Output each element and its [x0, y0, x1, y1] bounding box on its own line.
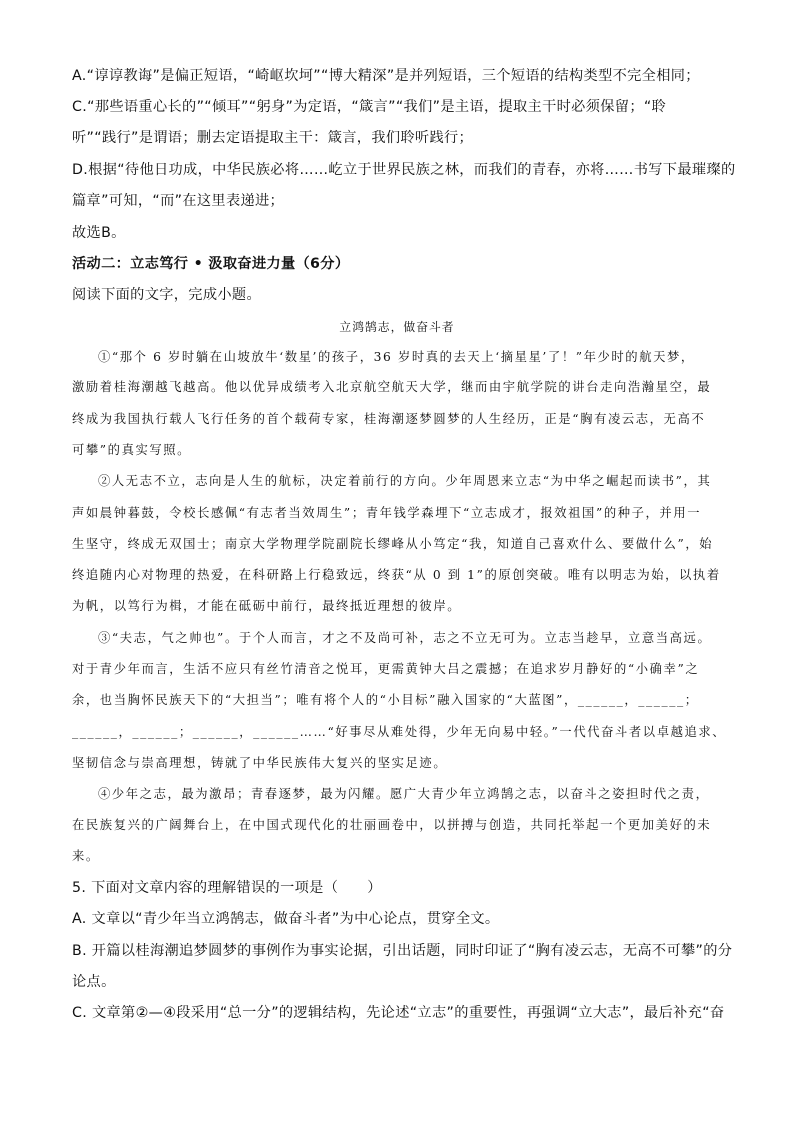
article-line: ④少年之志，最为激昂；青春逐梦，最为闪耀。愿广大青少年立鸿鹄之志，以奋斗之姿担时代之责， — [98, 787, 710, 801]
q4-answer: 故选B。 — [72, 225, 126, 241]
question-5-option-b-line2: 论点。 — [72, 974, 116, 990]
q4-option-d-analysis-line1: D.根据“待他日功成，中华民族必将……屹立于世界民族之林，而我们的青春，亦将……书写下最璀璨的 — [72, 162, 736, 178]
q4-option-c-analysis-line2: 听”“践行”是谓语；删去定语提取主干：箴言，我们聆听践行； — [72, 130, 474, 146]
question-5-stem: 5. 下面对文章内容的理解错误的一项是（ ） — [72, 880, 382, 896]
question-5-option-a: A. 文章以“青少年当立鸿鹄志，做奋斗者”为中心论点，贯穿全文。 — [72, 911, 500, 927]
article-line: 声如晨钟暮鼓，令校长感佩“有志者当效周生”；青年钱学森埋下“立志成才，报效祖国”的种子，并用一 — [72, 506, 702, 520]
article-line: 余，也当胸怀民族天下的“大担当”；唯有将个人的“小目标”融入国家的“大蓝图”，______，______； — [72, 693, 699, 707]
article-line: ③“夫志，气之帅也”。于个人而言，才之不及尚可补，志之不立无可为。立志当趁早，立意当高远。 — [98, 631, 712, 645]
article-line: 在民族复兴的广阔舞台上，在中国式现代化的壮丽画卷中，以拼搏与创造，共同托举起一个更加美好的未 — [72, 818, 712, 832]
article-line: 为帆，以笃行为楫，才能在砥砺中前行，最终抵近理想的彼岸。 — [72, 599, 462, 613]
article-line: ______，______；______，______……“好事尽从难处得，少年无向易中轻。”一代代奋斗者以卓越追求、 — [72, 725, 727, 739]
question-5-option-b-line1: B. 开篇以桂海潮追梦圆梦的事例作为事实论据，引出话题，同时印证了“胸有凌云志，无高不可攀”的分 — [72, 943, 733, 959]
article-line: 对于青少年而言，生活不应只有丝竹清音之悦耳，更需黄钟大吕之震撼；在追求岁月静好的“小确幸”之 — [72, 662, 700, 676]
article-line: ②人无志不立，志向是人生的航标，决定着前行的方向。少年周恩来立志“为中华之崛起而读书”，其 — [98, 474, 712, 488]
q4-option-a-analysis: A.“谆谆教诲”是偏正短语，“崎岖坎坷”“博大精深”是并列短语，三个短语的结构类型不完全相同； — [72, 68, 700, 84]
q4-option-c-analysis-line1: C.“那些语重心长的”“倾耳”“躬身”为定语，“箴言”“我们”是主语，提取主干时必须保留；“聆 — [72, 99, 667, 115]
article-line: 可攀”的真实写照。 — [72, 443, 192, 457]
article-line: 生坚守，终成无双国士；南京大学物理学院副院长缪峰从小笃定“我，知道自己喜欢什么、要做什么”，始 — [72, 537, 714, 551]
article-title: 立鸿鹄志，做奋斗者 — [339, 320, 455, 334]
article-line: 终成为我国执行载人飞行任务的首个载荷专家，桂海潮逐梦圆梦的人生经历，正是“胸有凌云志，无高不 — [72, 412, 706, 426]
reading-instruction: 阅读下面的文字，完成小题。 — [72, 287, 261, 303]
article-line: ①“那个 6 岁时躺在山坡放牛‘数星’的孩子，36 岁时真的去天上‘摘星星’了！”年少时的航天梦， — [98, 350, 695, 364]
question-5-option-c: C. 文章第②—④段采用“总一分”的逻辑结构，先论述“立志”的重要性，再强调“立大志”，最后补充“奋 — [72, 1005, 725, 1021]
article-line: 激励着桂海潮越飞越高。他以优异成绩考入北京航空航天大学，继而由宇航学院的讲台走向浩瀚星空，最 — [72, 380, 712, 394]
q4-option-d-analysis-line2: 篇章”可知，“而”在这里表递进； — [72, 193, 285, 209]
article-line: 终追随内心对物理的热爱，在科研路上行稳致远，终获“从 0 到 1”的原创突破。唯有以明志为始，以执着 — [72, 568, 721, 582]
article-line: 坚韧信念与崇高理想，铸就了中华民族伟大复兴的坚实足迹。 — [72, 756, 448, 770]
article-line: 来。 — [72, 849, 100, 863]
activity-title: 活动二：立志笃行 • 汲取奋进力量（6分） — [72, 256, 350, 272]
